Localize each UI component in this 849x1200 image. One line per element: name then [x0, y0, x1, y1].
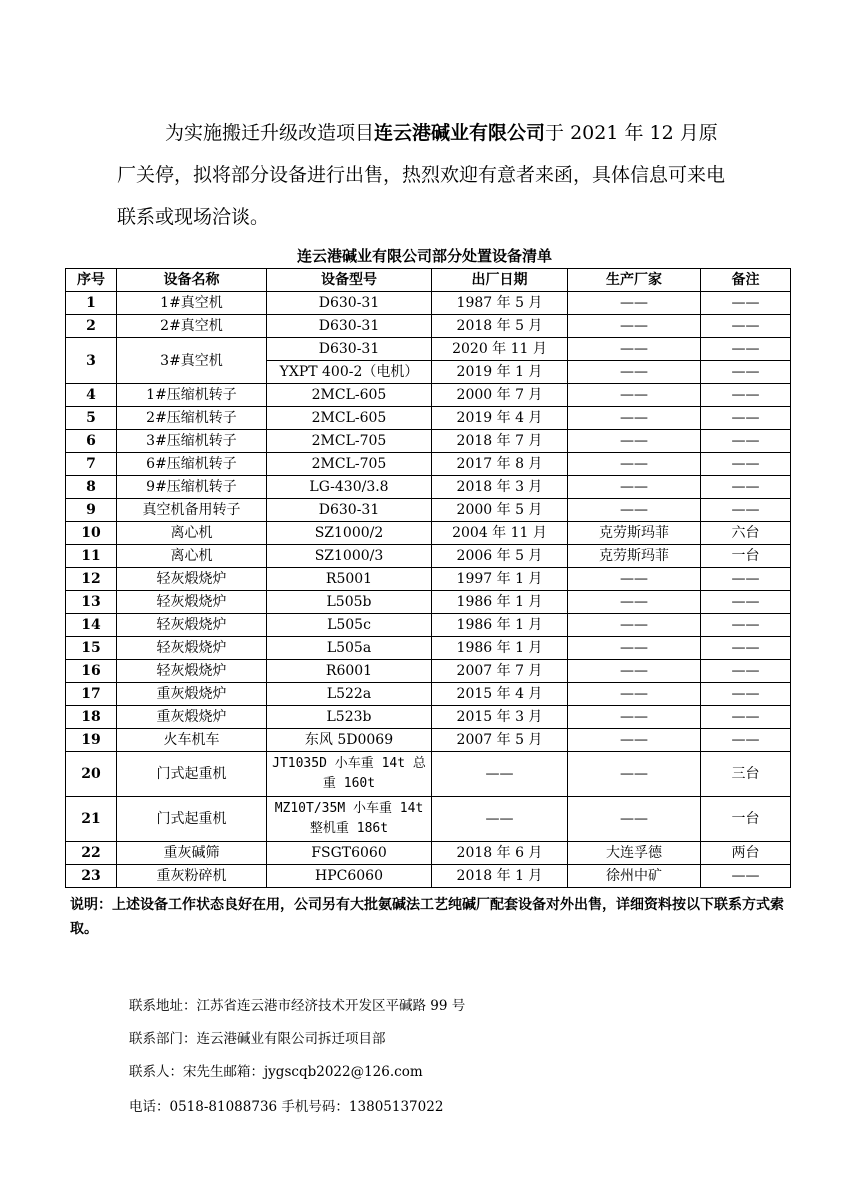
table-title: 连云港碱业有限公司部分处置设备清单: [296, 247, 552, 265]
cell-date: 2000 年 5 月: [432, 499, 568, 522]
cell-model: L505a: [267, 637, 432, 660]
cell-date: 2018 年 1 月: [432, 865, 568, 888]
cell-no: 10: [66, 522, 117, 545]
cell-remark: ——: [701, 706, 791, 729]
cell-name: 轻灰煅烧炉: [117, 637, 267, 660]
cell-no: 17: [66, 683, 117, 706]
table-row: [66, 683, 791, 706]
cell-name: 门式起重机: [117, 752, 267, 797]
contact-phone: 电话：0518-81088736 手机号码：13805137022: [129, 1099, 444, 1115]
cell-maker: ——: [568, 292, 701, 315]
cell-name: 火车机车: [117, 729, 267, 752]
cell-model: D630-31: [267, 499, 432, 522]
table-row: [66, 752, 791, 797]
cell-remark: 一台: [701, 545, 791, 568]
cell-no: 1: [66, 292, 117, 315]
contact-person: 联系人：宋先生邮箱：jygscqb2022@126.com: [129, 1064, 423, 1080]
cell-remark: ——: [701, 361, 791, 384]
cell-date: 2006 年 5 月: [432, 545, 568, 568]
cell-model: YXPT 400-2（电机）: [267, 361, 432, 384]
cell-name: 轻灰煅烧炉: [117, 614, 267, 637]
company-name: 连云港碱业有限公司: [374, 122, 546, 144]
cell-maker: ——: [568, 476, 701, 499]
cell-date: 2018 年 7 月: [432, 430, 568, 453]
cell-no: 6: [66, 430, 117, 453]
cell-no: 19: [66, 729, 117, 752]
note-text: 说明：上述设备工作状态良好在用，公司另有大批氨碱法工艺纯碱厂配套设备对外出售，详细资料按以下联系方式索取。: [70, 897, 784, 937]
table-row: [66, 568, 791, 591]
cell-remark: ——: [701, 315, 791, 338]
cell-remark: ——: [701, 499, 791, 522]
cell-model: R5001: [267, 568, 432, 591]
cell-model: L505b: [267, 591, 432, 614]
cell-model: D630-31: [267, 315, 432, 338]
table-row: [66, 338, 791, 361]
cell-model: L505c: [267, 614, 432, 637]
cell-date: 2020 年 11 月: [432, 338, 568, 361]
cell-name: 轻灰煅烧炉: [117, 568, 267, 591]
cell-maker: ——: [568, 729, 701, 752]
cell-date: 2019 年 4 月: [432, 407, 568, 430]
cell-maker: ——: [568, 568, 701, 591]
cell-model: 2MCL-605: [267, 407, 432, 430]
cell-date: 2015 年 4 月: [432, 683, 568, 706]
intro-paragraph: [117, 112, 729, 238]
cell-name: 离心机: [117, 545, 267, 568]
header-name: 设备名称: [117, 269, 267, 292]
cell-remark: ——: [701, 453, 791, 476]
header-model: 设备型号: [267, 269, 432, 292]
cell-model: D630-31: [267, 338, 432, 361]
cell-no: 20: [66, 752, 117, 797]
cell-model: HPC6060: [267, 865, 432, 888]
equipment-table: [65, 268, 791, 888]
cell-model: LG-430/3.8: [267, 476, 432, 499]
cell-remark: ——: [701, 430, 791, 453]
table-header-row: [66, 269, 791, 292]
cell-model: JT1035D 小车重 14t 总重 160t: [267, 752, 432, 797]
cell-maker: 大连孚德: [568, 842, 701, 865]
cell-name: 3#真空机: [117, 338, 267, 384]
cell-maker: ——: [568, 706, 701, 729]
cell-name: 2#真空机: [117, 315, 267, 338]
cell-maker: ——: [568, 660, 701, 683]
cell-maker: ——: [568, 315, 701, 338]
cell-remark: ——: [701, 683, 791, 706]
cell-model: L523b: [267, 706, 432, 729]
cell-remark: ——: [701, 407, 791, 430]
cell-no: 15: [66, 637, 117, 660]
cell-no: 18: [66, 706, 117, 729]
cell-date: 1997 年 1 月: [432, 568, 568, 591]
cell-date: 1986 年 1 月: [432, 614, 568, 637]
cell-model: FSGT6060: [267, 842, 432, 865]
cell-model: SZ1000/3: [267, 545, 432, 568]
cell-date: 2017 年 8 月: [432, 453, 568, 476]
table-row: [66, 453, 791, 476]
cell-no: 9: [66, 499, 117, 522]
cell-no: 8: [66, 476, 117, 499]
table-body: [66, 292, 791, 888]
cell-maker: 徐州中矿: [568, 865, 701, 888]
cell-name: 重灰煅烧炉: [117, 683, 267, 706]
cell-name: 6#压缩机转子: [117, 453, 267, 476]
cell-maker: ——: [568, 614, 701, 637]
header-no: 序号: [66, 269, 117, 292]
cell-date: ——: [432, 752, 568, 797]
cell-remark: ——: [701, 338, 791, 361]
table-row: [66, 292, 791, 315]
cell-remark: ——: [701, 865, 791, 888]
cell-maker: ——: [568, 338, 701, 361]
cell-name: 重灰碱筛: [117, 842, 267, 865]
cell-remark: ——: [701, 591, 791, 614]
table-row: [66, 797, 791, 842]
cell-name: 2#压缩机转子: [117, 407, 267, 430]
cell-model: 东风 5D0069: [267, 729, 432, 752]
cell-name: 1#真空机: [117, 292, 267, 315]
header-remark: 备注: [701, 269, 791, 292]
cell-remark: ——: [701, 614, 791, 637]
cell-model: R6001: [267, 660, 432, 683]
contact-address: 联系地址：江苏省连云港市经济技术开发区平碱路 99 号: [129, 998, 466, 1014]
cell-name: 离心机: [117, 522, 267, 545]
header-date: 出厂日期: [432, 269, 568, 292]
cell-remark: 三台: [701, 752, 791, 797]
cell-maker: 克劳斯玛菲: [568, 545, 701, 568]
cell-date: 1986 年 1 月: [432, 591, 568, 614]
cell-model: 2MCL-705: [267, 430, 432, 453]
cell-name: 3#压缩机转子: [117, 430, 267, 453]
table-row: [66, 499, 791, 522]
cell-maker: ——: [568, 637, 701, 660]
header-maker: 生产厂家: [568, 269, 701, 292]
cell-maker: ——: [568, 430, 701, 453]
cell-date: 1986 年 1 月: [432, 637, 568, 660]
cell-maker: ——: [568, 361, 701, 384]
cell-maker: ——: [568, 453, 701, 476]
cell-remark: ——: [701, 384, 791, 407]
table-row: [66, 842, 791, 865]
intro-after: 于 2021 年 12 月原厂关停，拟将部分设备进行出售，热烈欢迎有意者来函，具体信息可来电联系或现场洽谈。: [117, 122, 726, 228]
cell-date: 2007 年 5 月: [432, 729, 568, 752]
cell-remark: 一台: [701, 797, 791, 842]
cell-remark: ——: [701, 660, 791, 683]
table-row: [66, 407, 791, 430]
cell-model: 2MCL-705: [267, 453, 432, 476]
cell-date: 2004 年 11 月: [432, 522, 568, 545]
cell-maker: ——: [568, 591, 701, 614]
cell-model: MZ10T/35M 小车重 14t 整机重 186t: [267, 797, 432, 842]
cell-model: L522a: [267, 683, 432, 706]
cell-remark: ——: [701, 476, 791, 499]
cell-date: 2018 年 6 月: [432, 842, 568, 865]
cell-remark: 六台: [701, 522, 791, 545]
cell-no: 23: [66, 865, 117, 888]
table-row: [66, 706, 791, 729]
cell-no: 4: [66, 384, 117, 407]
table-row: [66, 384, 791, 407]
table-row: [66, 476, 791, 499]
cell-remark: ——: [701, 568, 791, 591]
cell-no: 16: [66, 660, 117, 683]
cell-name: 1#压缩机转子: [117, 384, 267, 407]
table-row: [66, 315, 791, 338]
cell-date: 2018 年 5 月: [432, 315, 568, 338]
cell-date: 2000 年 7 月: [432, 384, 568, 407]
cell-remark: 两台: [701, 842, 791, 865]
cell-maker: 克劳斯玛菲: [568, 522, 701, 545]
cell-no: 2: [66, 315, 117, 338]
cell-no: 13: [66, 591, 117, 614]
cell-model: SZ1000/2: [267, 522, 432, 545]
cell-name: 真空机备用转子: [117, 499, 267, 522]
cell-no: 7: [66, 453, 117, 476]
cell-no: 22: [66, 842, 117, 865]
table-row: [66, 430, 791, 453]
cell-maker: ——: [568, 407, 701, 430]
cell-remark: ——: [701, 637, 791, 660]
cell-name: 重灰煅烧炉: [117, 706, 267, 729]
table-row: [66, 729, 791, 752]
cell-date: 2018 年 3 月: [432, 476, 568, 499]
cell-date: ——: [432, 797, 568, 842]
cell-maker: ——: [568, 797, 701, 842]
cell-no: 11: [66, 545, 117, 568]
cell-no: 3: [66, 338, 117, 384]
cell-date: 2015 年 3 月: [432, 706, 568, 729]
cell-date: 1987 年 5 月: [432, 292, 568, 315]
cell-no: 21: [66, 797, 117, 842]
cell-name: 门式起重机: [117, 797, 267, 842]
cell-name: 轻灰煅烧炉: [117, 591, 267, 614]
table-row: [66, 637, 791, 660]
cell-remark: ——: [701, 292, 791, 315]
cell-name: 轻灰煅烧炉: [117, 660, 267, 683]
cell-maker: ——: [568, 384, 701, 407]
table-row: [66, 660, 791, 683]
cell-maker: ——: [568, 683, 701, 706]
cell-maker: ——: [568, 499, 701, 522]
cell-date: 2019 年 1 月: [432, 361, 568, 384]
table-row: [66, 522, 791, 545]
intro-before: 为实施搬迁升级改造项目: [165, 122, 375, 144]
cell-no: 12: [66, 568, 117, 591]
cell-remark: ——: [701, 729, 791, 752]
cell-name: 9#压缩机转子: [117, 476, 267, 499]
cell-maker: ——: [568, 752, 701, 797]
table-row: [66, 545, 791, 568]
cell-name: 重灰粉碎机: [117, 865, 267, 888]
cell-model: D630-31: [267, 292, 432, 315]
table-row: [66, 591, 791, 614]
cell-no: 5: [66, 407, 117, 430]
table-row: [66, 865, 791, 888]
cell-model: 2MCL-605: [267, 384, 432, 407]
cell-date: 2007 年 7 月: [432, 660, 568, 683]
table-row: [66, 614, 791, 637]
contact-department: 联系部门：连云港碱业有限公司拆迁项目部: [129, 1031, 386, 1047]
cell-no: 14: [66, 614, 117, 637]
